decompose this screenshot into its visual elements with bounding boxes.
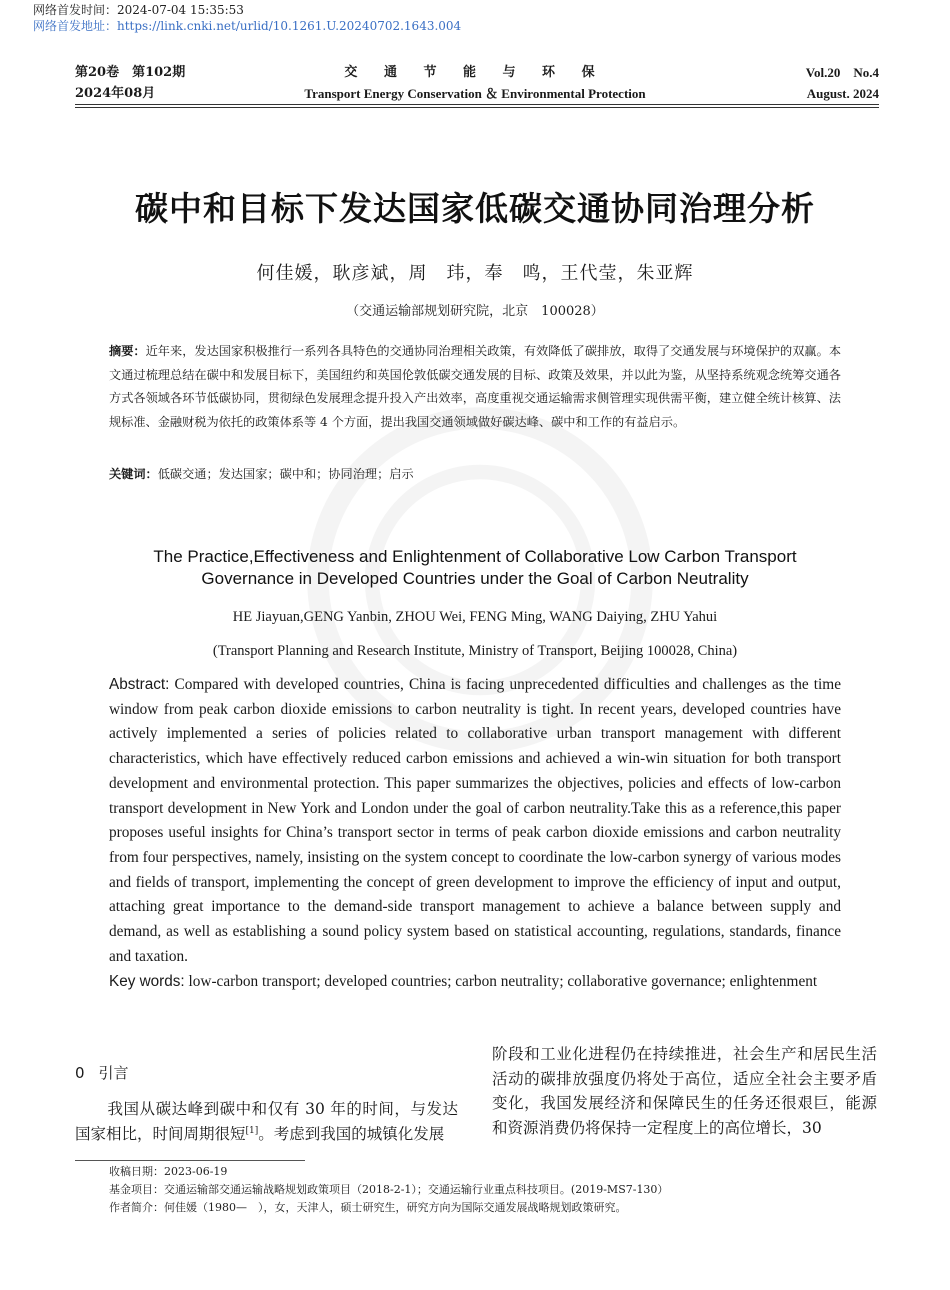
authors-cn: 何佳媛，耿彦斌，周 玮，奉 鸣，王代莹，朱亚辉 [256,263,694,284]
section-number: 0 [75,1064,85,1082]
section-heading [75,1062,129,1083]
abstract-en [109,673,841,969]
header-journal-cn: 交 通 节 能 与 环 保 [344,65,606,80]
abstract-cn-label: 摘要： [109,344,146,358]
header-volume-cn: 第20卷 第102期 [75,65,186,80]
online-publish-time: 网络首发时间：2024-07-04 15:35:53 [33,3,244,17]
paper-title-cn: 碳中和目标下发达国家低碳交通协同治理分析 [135,189,815,228]
keywords-cn-text: 低碳交通；发达国家；碳中和；协同治理；启示 [157,467,414,481]
abstract-en-text: Compared with developed countries, China is facing unprecedented difficulties and challenges as the time window from peak carbon dioxide emissions to carbon neutrality is tight. In recent years, developed countries have actively implemented a series of policies related to collaborative urban transport management with different characteristics, which have effectively reduced carbon emissions and achieved a win-win situation for both transport development and environmental protection. This paper summarizes the objectives, policies and effects of low-carbon transport development in New York and London under the goal of carbon neutrality.Take this as a reference,this paper proposes useful insights for China’s transport sector in terms of peak carbon dioxide emissions and carbon neutrality from four perspectives, namely, insisting on the system concept to coordinate the low-carbon synergy of various modes and fields of transport, implementing the concept of green development to improve the efficiency of input and output, attaching great importance to the demand-side transport management to achieve a balance between supply and demand, as well as establishing a sound policy system based on statistical accounting, regulations, standards, finance and taxation. [109,676,841,965]
footnote-rule [75,1160,305,1161]
footnote-author: 作者简介：何佳媛（1980— ），女，天津人，硕士研究生，研究方向为国际交通发展战略规划政策研究。 [109,1201,627,1214]
keywords-cn-label: 关键词： [109,467,158,481]
header-volume-en: Vol.20 No.4 [805,65,879,80]
abstract-cn [109,340,841,434]
citation-ref[interactable]: [1] [245,1125,259,1136]
body-left-text-a: 我国从碳达峰到碳中和仅有 30 年的时间，与发达国家相比，时间周期很短 [75,1100,458,1143]
keywords-en [109,970,841,995]
body-column-left [75,1097,458,1147]
header-rule [75,107,879,108]
abstract-cn-text: 近年来，发达国家积极推行一系列各具特色的交通协同治理相关政策，有效降低了碳排放，取得了交通发展与环境保护的双赢。本文通过梳理总结在碳中和发展目标下，美国纽约和英国伦敦低碳交通发展的目标、政策及效果，并以此为鉴，从坚持系统观念统筹交通各方式各领域各环节低碳协同，贯彻绿色发展理念提升投入产出效率，高度重视交通运输需求侧管理实现供需平衡，建立健全统计核算、法规标准、金融财税为依托的政策体系等 4 个方面，提出我国交通领域做好碳达峰、碳中和工作的有益启示。 [109,344,842,429]
body-column-right: 阶段和工业化进程仍在持续推进，社会生产和居民生活活动的碳排放强度仍将处于高位，适应全社会主要矛盾变化，我国发展经济和保障民生的任务还很艰巨，能源和资源消费仍将保持一定程度上的高位增长，30 [492,1045,877,1137]
paper-title-en [80,546,870,590]
keywords-cn [109,464,841,484]
footnote-fund: 基金项目：交通运输部交通运输战略规划政策项目（2018-2-1）；交通运输行业重点科技项目。(2019-MS7-130） [109,1183,669,1196]
body-left-text-b: 。考虑到我国的城镇化发展 [258,1125,445,1143]
section-title: 引言 [98,1064,129,1082]
abstract-en-label: Abstract: [109,676,170,693]
affiliation-cn: （交通运输部规划研究院，北京 100028） [346,304,604,319]
keywords-en-label: Key words: [109,973,185,990]
authors-en: HE Jiayuan,GENG Yanbin, ZHOU Wei, FENG Ming, WANG Daiying, ZHU Yahui [232,609,718,625]
footnote-received: 收稿日期：2023-06-19 [109,1165,228,1178]
paper-title-en-line2: Governance in Developed Countries under the Goal of Carbon Neutrality [201,569,749,588]
paper-title-en-line1: The Practice,Effectiveness and Enlightenment of Collaborative Low Carbon Transport [153,547,797,566]
header-date-cn: 2024年08月 [75,86,156,101]
online-publish-url[interactable]: 网络首发地址：https://link.cnki.net/urlid/10.1261.U.20240702.1643.004 [33,19,462,33]
affiliation-en: (Transport Planning and Research Institute, Ministry of Transport, Beijing 100028, China) [212,643,738,659]
keywords-en-text: low-carbon transport; developed countries; carbon neutrality; collaborative governance; enlightenment [188,973,818,990]
header-journal-en: Transport Energy Conservation ＆ Environmental Protection [304,86,646,101]
header-rule [75,104,879,105]
header-date-en: August. 2024 [806,86,879,101]
